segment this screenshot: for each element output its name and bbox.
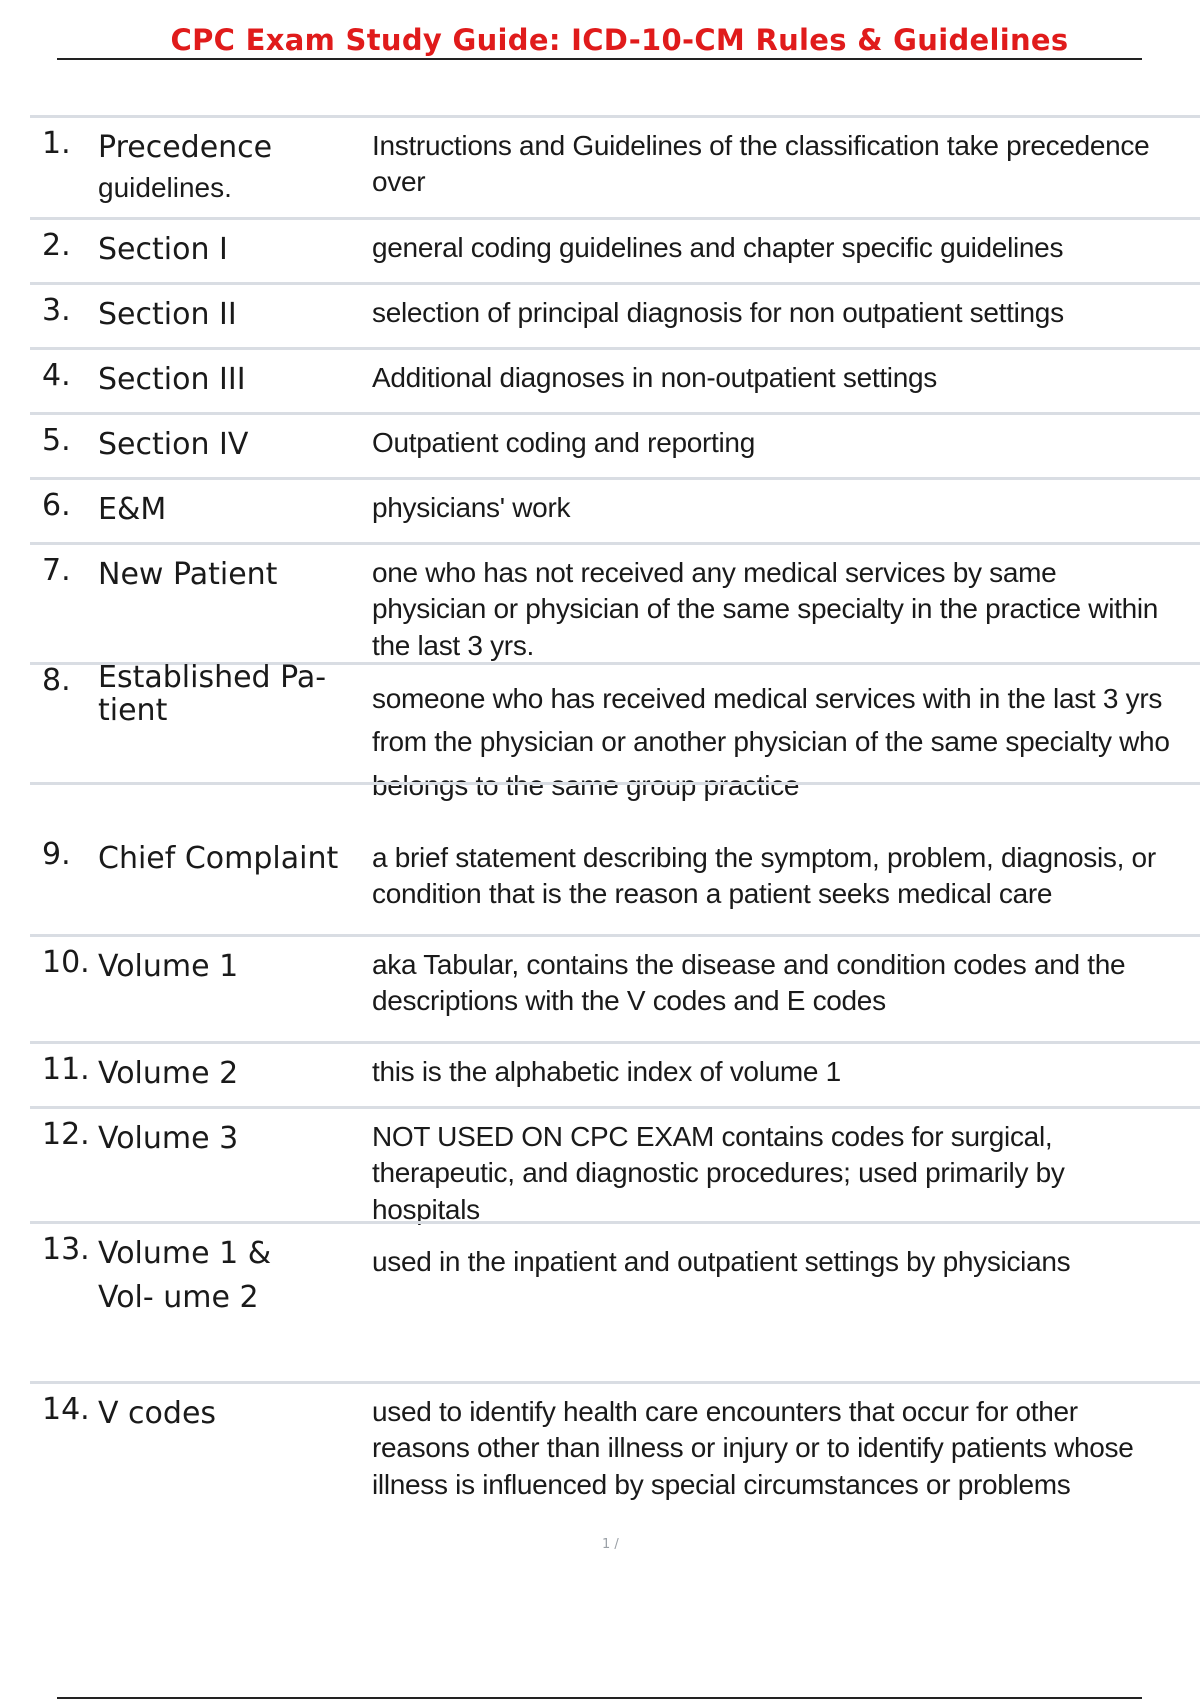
item-number: 9. [42, 837, 71, 872]
item-number: 5. [42, 423, 71, 458]
item-number: 3. [42, 293, 71, 328]
item-number: 13. [42, 1232, 90, 1267]
item-term-cont: guidelines. [98, 172, 232, 203]
item-definition: aka Tabular, contains the disease and condition codes and the descriptions with the V codes and E codes [372, 949, 1126, 1017]
footer-divider [57, 1697, 1142, 1699]
item-definition: physicians' work [372, 492, 571, 523]
item-term: Section I [98, 232, 228, 267]
item-number: 1. [42, 126, 71, 161]
item-number: 2. [42, 228, 71, 263]
list-item [30, 347, 1200, 412]
list-item [30, 412, 1200, 477]
item-number: 6. [42, 488, 71, 523]
item-definition: Instructions and Guidelines of the classification take precedence over [372, 130, 1150, 198]
item-term: New Patient [98, 557, 278, 592]
item-term: Section IV [98, 427, 249, 462]
item-definition: this is the alphabetic index of volume 1 [372, 1056, 841, 1087]
item-number: 12. [42, 1117, 90, 1152]
list-item [30, 1381, 1200, 1531]
item-term: V codes [98, 1396, 217, 1431]
item-definition: used to identify health care encounters that occur for other reasons other than illness or injury or to identify patients whose illness is influenced by special circumstances or problems [372, 1396, 1134, 1500]
item-definition: used in the inpatient and outpatient settings by physicians [372, 1246, 1071, 1277]
list-item [30, 115, 1200, 217]
item-definition: one who has not received any medical services by same physician or physician of the same specialty in the practice within the last 3 yrs. [372, 557, 1159, 661]
item-term: Chief Complaint [98, 841, 339, 876]
list-item [30, 1041, 1200, 1106]
guideline-list [30, 115, 1200, 1531]
item-number: 7. [42, 553, 71, 588]
item-term: Volume 2 [98, 1056, 239, 1091]
item-number: 4. [42, 358, 71, 393]
page-number: 1 / [602, 1537, 619, 1552]
item-term: E&M [98, 492, 167, 527]
item-definition: someone who has received medical services with in the last 3 yrs from the physician or another physician of the same specialty who belongs to the same group practice [372, 683, 1170, 801]
item-definition: Additional diagnoses in non-outpatient settings [372, 362, 937, 393]
list-item [30, 217, 1200, 282]
item-definition: a brief statement describing the symptom, problem, diagnosis, or condition that is the reason a patient seeks medical care [372, 842, 1156, 910]
item-term: Volume 1 & Vol- ume 2 [98, 1236, 272, 1315]
list-item [30, 542, 1200, 662]
list-item [30, 477, 1200, 542]
item-term: Established Pa- tient [98, 660, 327, 728]
title-bar [57, 22, 1142, 60]
list-item [30, 1106, 1200, 1225]
item-number: 14. [42, 1392, 90, 1427]
item-definition: selection of principal diagnosis for non outpatient settings [372, 297, 1064, 328]
list-item [30, 660, 1200, 801]
item-definition: general coding guidelines and chapter specific guidelines [372, 232, 1064, 263]
item-number: 10. [42, 945, 90, 980]
list-item [30, 934, 1200, 1041]
item-definition: Outpatient coding and reporting [372, 427, 755, 458]
item-number: 11. [42, 1052, 90, 1087]
page-title: CPC Exam Study Guide: ICD-10-CM Rules & Guidelines [170, 23, 1069, 57]
item-term: Section II [98, 297, 237, 332]
list-item [30, 1221, 1200, 1381]
item-number: 8. [42, 663, 71, 698]
list-item [30, 782, 1200, 934]
item-term: Section III [98, 362, 246, 397]
item-term: Volume 3 [98, 1121, 239, 1156]
list-item [30, 282, 1200, 347]
item-term: Volume 1 [98, 949, 239, 984]
item-term: Precedence [98, 130, 273, 165]
item-definition: NOT USED ON CPC EXAM contains codes for surgical, therapeutic, and diagnostic procedures; used primarily by hospitals [372, 1121, 1065, 1225]
